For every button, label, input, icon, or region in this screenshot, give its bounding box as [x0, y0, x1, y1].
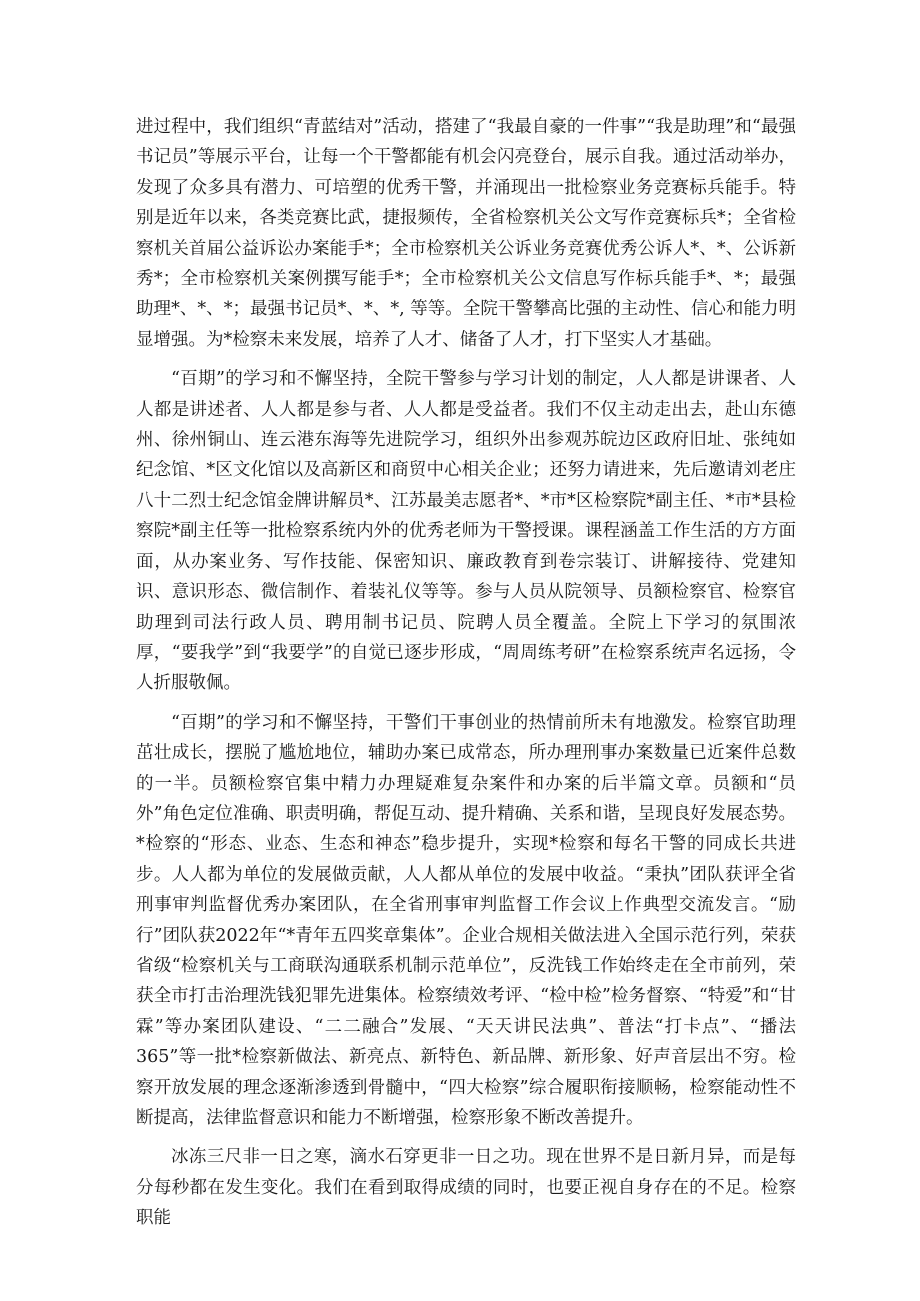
paragraph-2: “百期”的学习和不懈坚持，全院干警参与学习计划的制定，人人都是讲课者、人人都是讲述者、人人都是参与者、人人都是受益者。我们不仅主动走出去，赴山东德州、徐州铜山、连云港东海等先进院学习，组织外出参观苏皖边区政府旧址、张纯如纪念馆、*区文化馆以及高新区和商贸中心相关企业；还努力请进来，先后邀请刘老庄八十二烈士纪念馆金牌讲解员*、江苏最美志愿者*、*市*区检察院*副主任、*市*县检察院*副主任等一批检察系统内外的优秀老师为干警授课。课程涵盖工作生活的方方面面，从办案业务、写作技能、保密知识、廉政教育到卷宗装订、讲解接待、党建知识、意识形态、微信制作、着装礼仪等等。参与人员从院领导、员额检察官、检察官助理到司法行政人员、聘用制书记员、院聘人员全覆盖。全院上下学习的氛围浓厚，“要我学”到“我要学”的自觉已逐步形成，“周周练考研”在检察系统声名远扬，令人折服敬佩。	[136, 369, 796, 694]
document-body	[136, 112, 802, 1234]
paragraph-4: 冰冻三尺非一日之寒，滴水石穿更非一日之功。现在世界不是日新月异，而是每分每秒都在发生变化。我们在看到取得成绩的同时，也要正视自身存在的不足。检察职能	[136, 1147, 796, 1229]
paragraph-1: 进过程中，我们组织“青蓝结对”活动，搭建了“我最自豪的一件事”“我是助理”和“最强书记员”等展示平台，让每一个干警都能有机会闪亮登台，展示自我。通过活动举办，发现了众多具有潜力、可培塑的优秀干警，并涌现出一批检察业务竞赛标兵能手。特别是近年以来，各类竞赛比武，捷报频传，全省检察机关公文写作竞赛标兵*；全省检察机关首届公益诉讼办案能手*；全市检察机关公诉业务竞赛优秀公诉人*、*、公诉新秀*；全市检察机关案例撰写能手*；全市检察机关公文信息写作标兵能手*、*；最强助理*、*、*；最强书记员*、*、*, 等等。全院干警攀高比强的主动性、信心和能力明显增强。为*检察未来发展，培养了人才、储备了人才，打下坚实人才基础。	[136, 117, 796, 350]
paragraph-3: “百期”的学习和不懈坚持，干警们干事创业的热情前所未有地激发。检察官助理茁壮成长，摆脱了尴尬地位，辅助办案已成常态，所办理刑事办案数量已近案件总数的一半。员额检察官集中精力办理疑难复杂案件和办案的后半篇文章。员额和“员外”角色定位准确、职责明确，帮促互动、提升精确、关系和谐，呈现良好发展态势。*检察的“形态、业态、生态和神态”稳步提升，实现*检察和每名干警的同成长共进步。人人都为单位的发展做贡献，人人都从单位的发展中收益。“秉执”团队获评全省刑事审判监督优秀办案团队，在全省刑事审判监督工作会议上作典型交流发言。“励行”团队获2022年“*青年五四奖章集体”。企业合规相关做法进入全国示范行列，荣获省级“检察机关与工商联沟通联系机制示范单位”，反洗钱工作始终走在全市前列，荣获全市打击治理洗钱犯罪先进集体。检察绩效考评、“检中检”检务督察、“特爱”和“甘霖”等办案团队建设、“二二融合”发展、“天天讲民法典”、普法“打卡点”、“播法 365”等一批*检察新做法、新亮点、新特色、新品牌、新形象、好声音层出不穷。检察开放发展的理念逐渐渗透到骨髓中，“四大检察”综合履职衔接顺畅，检察能动性不断提高，法律监督意识和能力不断增强，检察形象不断改善提升。	[136, 712, 802, 1128]
paragraph-gap	[136, 699, 796, 708]
paragraph-gap	[136, 355, 796, 364]
paragraph-gap	[136, 1133, 796, 1142]
